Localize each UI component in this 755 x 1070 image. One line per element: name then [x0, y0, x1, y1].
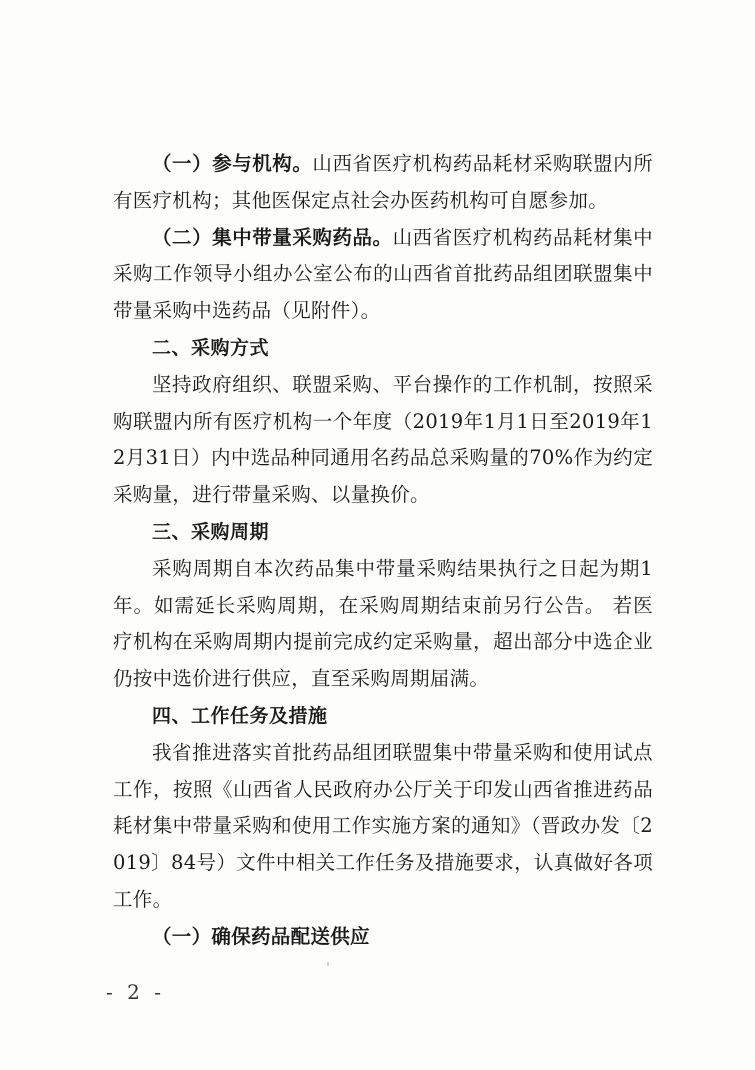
paragraph-purchase-cycle — [113, 551, 653, 698]
paragraph-text: 采购周期自本次药品集中带量采购结果执行之日起为期1年。如需延长采购周期，在采购周期结束前另行公告。 若医疗机构在采购周期内提前完成约定采购量，超出部分中选企业仍按中选价进行供应，直至采购周期届满。 — [113, 556, 653, 691]
scan-speck — [327, 962, 329, 966]
page-number: - 2 - — [106, 980, 165, 1004]
paragraph-tasks-measures — [113, 735, 653, 919]
paragraph-lead: （一）确保药品配送供应 — [152, 924, 370, 948]
paragraph-text: 山西省医疗机构药品耗材采购联盟内所有医疗机构；其他医保定点社会办医药机构可自愿参加。 — [113, 152, 653, 212]
document-body — [113, 146, 653, 956]
paragraph-participants — [113, 146, 653, 220]
paragraph-drugs — [113, 220, 653, 330]
paragraph-text: 山西省医疗机构药品耗材集中采购工作领导小组办公室公布的山西省首批药品组团联盟集中带量采购中选药品（见附件）。 — [113, 225, 653, 323]
paragraph-text: 我省推进落实首批药品组团联盟集中带量采购和使用试点工作，按照《山西省人民政府办公厅关于印发山西省推进药品耗材集中带量采购和使用工作实施方案的通知》（晋政办发〔2019〕84号）文件中相关工作任务及措施要求，认真做好各项工作。 — [113, 740, 653, 911]
subheading-supply — [113, 919, 653, 956]
paragraph-lead: （二）集中带量采购药品。 — [152, 225, 393, 249]
heading-purchase-method: 二、采购方式 — [152, 336, 270, 359]
heading-purchase-cycle: 三、采购周期 — [152, 520, 270, 543]
paragraph-text: 坚持政府组织、联盟采购、平台操作的工作机制，按照采购联盟内所有医疗机构一个年度（2019年1月1日至2019年12月31日）内中选品种同通用名药品总采购量的70%作为约定采购量，进行带量采购、以量换价。 — [113, 372, 653, 507]
paragraph-purchase-method — [113, 367, 653, 514]
heading-tasks-measures: 四、工作任务及措施 — [152, 704, 328, 727]
paragraph-lead: （一）参与机构。 — [152, 152, 313, 175]
